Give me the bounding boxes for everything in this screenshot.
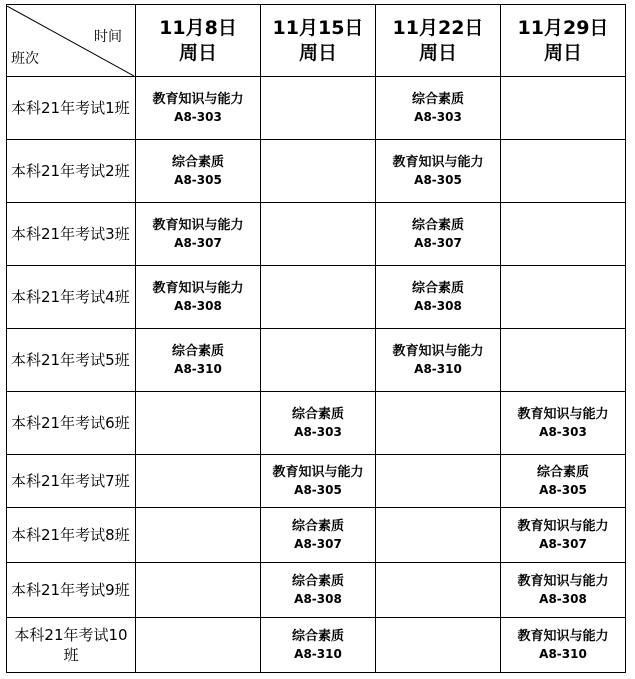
date-text: 11月22日 — [392, 16, 484, 39]
exam-cell — [261, 618, 376, 673]
room-text: A8-303 — [294, 425, 342, 439]
empty-cell — [376, 618, 501, 673]
table-row — [7, 392, 626, 455]
class-name-cell: 本科21年考试5班 — [7, 329, 136, 392]
empty-cell — [261, 266, 376, 329]
subject-text: 教育知识与能力 — [152, 218, 244, 233]
subject-text: 教育知识与能力 — [152, 92, 244, 107]
subject-text: 综合素质 — [291, 574, 344, 589]
room-text: A8-303 — [174, 110, 222, 124]
room-text: A8-307 — [294, 537, 342, 551]
exam-cell — [501, 455, 626, 508]
date-header-1 — [136, 5, 261, 77]
table-row — [7, 140, 626, 203]
date-header-2 — [261, 5, 376, 77]
empty-cell — [136, 508, 261, 563]
exam-cell — [376, 329, 501, 392]
date-text: 11月15日 — [272, 16, 364, 39]
subject-text: 综合素质 — [411, 281, 464, 296]
room-text: A8-307 — [539, 537, 587, 551]
room-text: A8-305 — [174, 173, 222, 187]
empty-cell — [136, 455, 261, 508]
empty-cell — [136, 563, 261, 618]
weekday-text: 周日 — [418, 41, 457, 64]
subject-text: 教育知识与能力 — [517, 629, 609, 644]
subject-text: 综合素质 — [171, 344, 224, 359]
table-row — [7, 203, 626, 266]
room-text: A8-308 — [294, 592, 342, 606]
room-text: A8-308 — [539, 592, 587, 606]
corner-header-cell — [7, 5, 136, 77]
subject-text: 综合素质 — [411, 218, 464, 233]
exam-cell — [136, 77, 261, 140]
subject-text: 教育知识与能力 — [392, 155, 484, 170]
subject-text: 教育知识与能力 — [517, 519, 609, 534]
date-text: 11月8日 — [159, 16, 237, 39]
exam-cell — [261, 455, 376, 508]
room-text: A8-308 — [414, 299, 462, 313]
empty-cell — [376, 508, 501, 563]
empty-cell — [261, 203, 376, 266]
date-header-4 — [501, 5, 626, 77]
class-name-cell: 本科21年考试7班 — [7, 455, 136, 508]
subject-text: 综合素质 — [411, 92, 464, 107]
table-row — [7, 508, 626, 563]
room-text: A8-307 — [414, 236, 462, 250]
empty-cell — [501, 140, 626, 203]
exam-cell — [376, 203, 501, 266]
exam-cell — [261, 563, 376, 618]
empty-cell — [136, 392, 261, 455]
time-label: 时间 — [94, 28, 122, 45]
empty-cell — [261, 329, 376, 392]
weekday-text: 周日 — [298, 41, 337, 64]
exam-cell — [501, 508, 626, 563]
empty-cell — [501, 77, 626, 140]
exam-cell — [376, 77, 501, 140]
class-name-cell: 本科21年考试9班 — [7, 563, 136, 618]
exam-cell — [376, 266, 501, 329]
table-row — [7, 266, 626, 329]
room-text: A8-310 — [174, 362, 222, 376]
class-name-cell: 本科21年考试8班 — [7, 508, 136, 563]
class-name-cell: 本科21年考试4班 — [7, 266, 136, 329]
date-header-3 — [376, 5, 501, 77]
table-row — [7, 77, 626, 140]
exam-cell — [501, 618, 626, 673]
room-text: A8-303 — [539, 425, 587, 439]
subject-text: 教育知识与能力 — [517, 407, 609, 422]
room-text: A8-308 — [174, 299, 222, 313]
table-row — [7, 455, 626, 508]
class-name-cell: 本科21年考试3班 — [7, 203, 136, 266]
subject-text: 教育知识与能力 — [152, 281, 244, 296]
room-text: A8-310 — [539, 647, 587, 661]
schedule-wrapper — [6, 4, 626, 673]
subject-text: 教育知识与能力 — [392, 344, 484, 359]
exam-schedule-table — [6, 4, 626, 673]
subject-text: 综合素质 — [291, 629, 344, 644]
empty-cell — [261, 77, 376, 140]
class-name-cell: 本科21年考试10班 — [7, 618, 136, 673]
empty-cell — [501, 203, 626, 266]
exam-cell — [136, 329, 261, 392]
room-text: A8-305 — [414, 173, 462, 187]
empty-cell — [376, 392, 501, 455]
subject-text: 综合素质 — [291, 519, 344, 534]
class-label: 班次 — [11, 50, 39, 67]
subject-text: 综合素质 — [291, 407, 344, 422]
class-name-cell: 本科21年考试1班 — [7, 77, 136, 140]
weekday-text: 周日 — [178, 41, 217, 64]
class-name-cell: 本科21年考试6班 — [7, 392, 136, 455]
empty-cell — [136, 618, 261, 673]
subject-text: 教育知识与能力 — [272, 465, 364, 480]
empty-cell — [376, 563, 501, 618]
subject-text: 综合素质 — [171, 155, 224, 170]
exam-cell — [136, 203, 261, 266]
exam-cell — [261, 508, 376, 563]
room-text: A8-305 — [294, 483, 342, 497]
table-row — [7, 618, 626, 673]
weekday-text: 周日 — [543, 41, 582, 64]
schedule-body — [7, 77, 626, 673]
header-row — [7, 5, 626, 77]
table-row — [7, 329, 626, 392]
exam-cell — [136, 266, 261, 329]
date-text: 11月29日 — [517, 16, 609, 39]
empty-cell — [376, 455, 501, 508]
class-name-cell: 本科21年考试2班 — [7, 140, 136, 203]
room-text: A8-310 — [414, 362, 462, 376]
exam-cell — [501, 563, 626, 618]
exam-cell — [376, 140, 501, 203]
exam-cell — [501, 392, 626, 455]
room-text: A8-303 — [414, 110, 462, 124]
empty-cell — [261, 140, 376, 203]
subject-text: 综合素质 — [536, 465, 589, 480]
room-text: A8-310 — [294, 647, 342, 661]
exam-cell — [136, 140, 261, 203]
room-text: A8-307 — [174, 236, 222, 250]
room-text: A8-305 — [539, 483, 587, 497]
empty-cell — [501, 266, 626, 329]
table-row — [7, 563, 626, 618]
subject-text: 教育知识与能力 — [517, 574, 609, 589]
exam-cell — [261, 392, 376, 455]
empty-cell — [501, 329, 626, 392]
